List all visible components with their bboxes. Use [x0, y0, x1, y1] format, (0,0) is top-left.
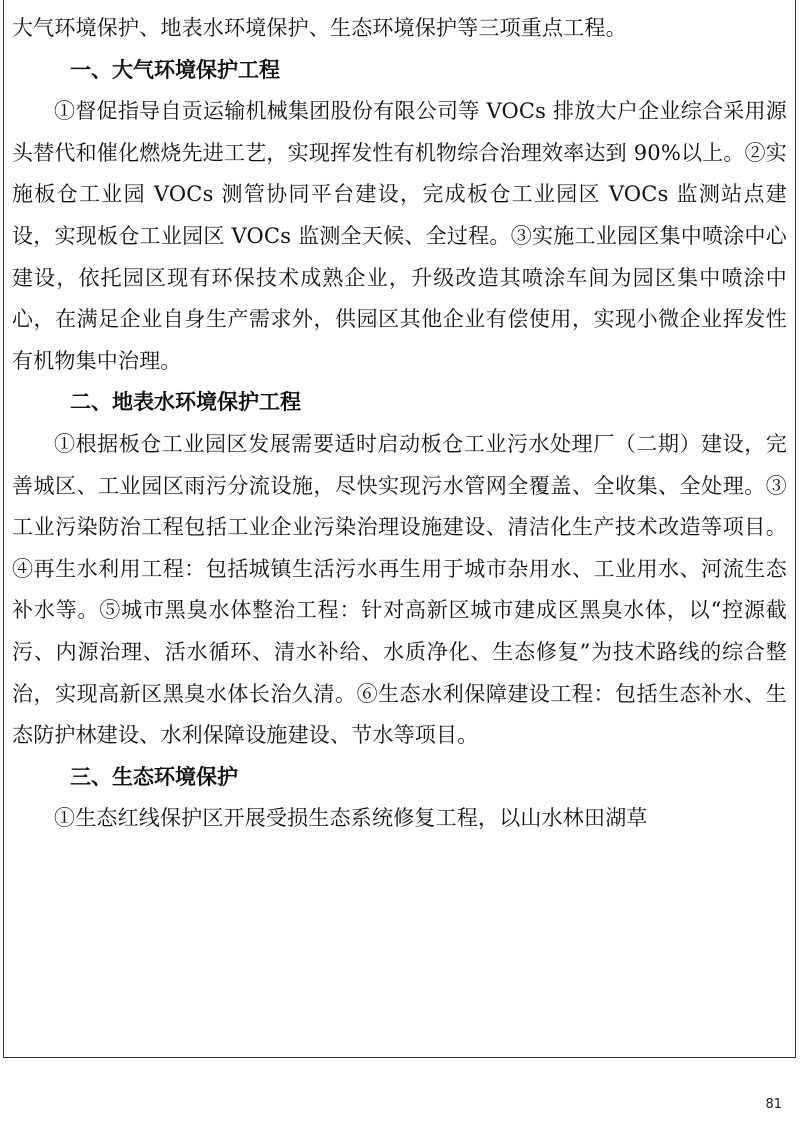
page-number: 81	[765, 1097, 782, 1112]
intro-paragraph: 大气环境保护、地表水环境保护、生态环境保护等三项重点工程。	[12, 16, 627, 40]
section-paragraph-air: ①督促指导自贡运输机械集团股份有限公司等 VOCs 排放大户企业综合采用源头替代和催化燃烧先进工艺，实现挥发性有机物综合治理效率达到 90%以上。②实施板仓工业园 VOCs 测管协同平台建设，完成板仓工业园区 VOCs 监测站点建设，实现板仓工业园区 VOCs 监测全天候、全过程。③实施工业园区集中喷涂中心建设，依托园区现有环保技术成熟企业，升级改造其喷涂车间为园区集中喷涂中心，在满足企业自身生产需求外，供园区其他企业有偿使用，实现小微企业挥发性有机物集中治理。	[12, 99, 787, 373]
page-frame	[3, 0, 796, 1058]
section-paragraph-ecology: ①生态红线保护区开展受损生态系统修复工程，以山水林田湖草	[54, 806, 648, 831]
section-paragraph-surface-water: ①根据板仓工业园区发展需要适时启动板仓工业污水处理厂（二期）建设，完善城区、工业园区雨污分流设施，尽快实现污水管网全覆盖、全收集、全处理。③工业污染防治工程包括工业企业污染治理设施建设、清洁化生产技术改造等项目。④再生水利用工程：包括城镇生活污水再生用于城市杂用水、工业用水、河流生态补水等。⑤城市黑臭水体整治工程：针对高新区城市建成区黑臭水体，以“控源截污、内源治理、活水循环、清水补给、水质净化、生态修复”为技术路线的综合整治，实现高新区黑臭水体长治久清。⑥生态水利保障建设工程：包括生态补水、生态防护林建设、水利保障设施建设、节水等项目。	[12, 431, 787, 748]
section-heading-air: 一、大气环境保护工程	[70, 57, 280, 82]
document-body	[4, 0, 795, 840]
section-heading-ecology: 三、生态环境保护	[70, 764, 238, 789]
section-heading-surface-water: 二、地表水环境保护工程	[70, 390, 301, 415]
